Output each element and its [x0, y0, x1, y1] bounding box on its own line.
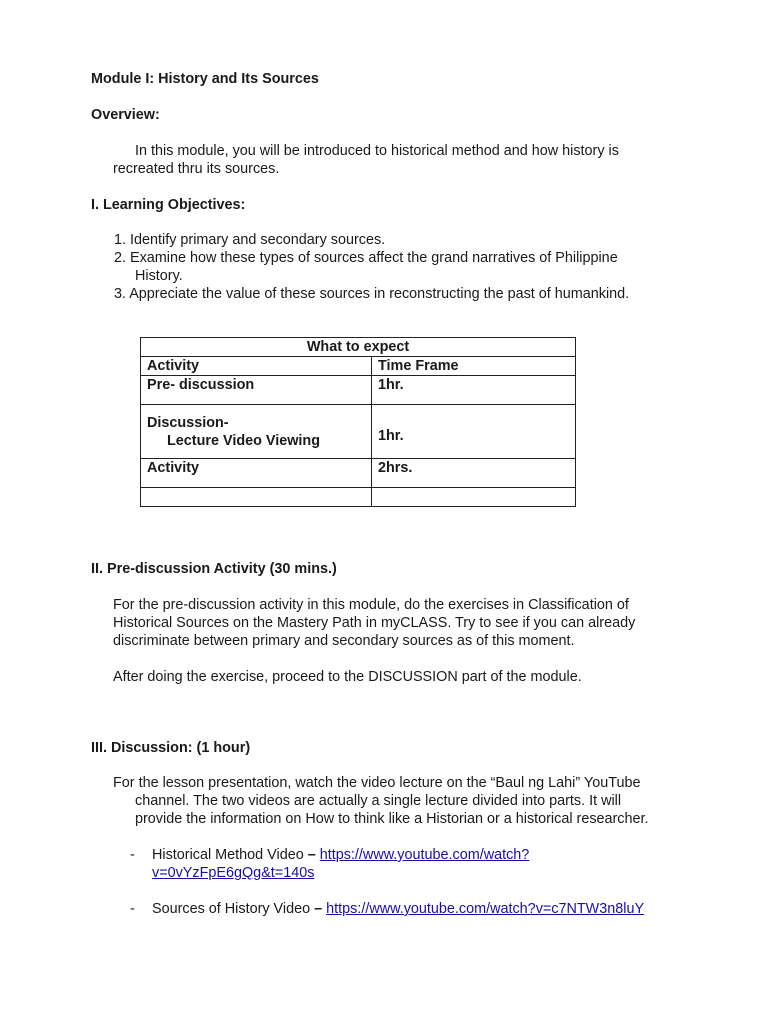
table-row	[141, 459, 576, 488]
discussion-text-line2: channel. The two videos are actually a single lecture divided into parts. It will	[135, 793, 622, 809]
video2-link[interactable]: https://www.youtube.com/watch?v=c7NTW3n8luY	[326, 901, 645, 917]
video1-label: Historical Method Video	[152, 847, 304, 863]
table-row	[141, 405, 576, 459]
overview-heading: Overview:	[91, 107, 160, 123]
prediscussion-heading: II. Pre-discussion Activity (30 mins.)	[91, 561, 337, 577]
video1-link-line2[interactable]: v=0vYzFpE6gQg&t=140s	[152, 865, 315, 881]
overview-text-line2: recreated thru its sources.	[113, 161, 280, 177]
discussion-text-line1: For the lesson presentation, watch the video lecture on the “Baul ng Lahi” YouTube	[113, 775, 641, 791]
video2-item	[152, 900, 644, 918]
table-header-row	[141, 357, 576, 376]
what-to-expect-table	[140, 337, 576, 507]
table-cell-empty	[372, 488, 576, 507]
video1-link-line1[interactable]: https://www.youtube.com/watch?	[319, 847, 530, 863]
video1-item	[152, 846, 529, 864]
prediscussion-text-2: After doing the exercise, proceed to the DISCUSSION part of the module.	[113, 669, 582, 685]
objective-item-2-line1: 2. Examine how these types of sources affect the grand narratives of Philippine	[114, 250, 618, 266]
overview-text-line1: In this module, you will be introduced to historical method and how history is	[135, 143, 619, 159]
video2-bullet: -	[130, 901, 135, 917]
prediscussion-text-line2: Historical Sources on the Mastery Path in myCLASS. Try to see if you can already	[113, 615, 636, 631]
table-title-row	[141, 338, 576, 357]
module-title: Module I: History and Its Sources	[91, 71, 319, 87]
table-cell-time: 1hr.	[372, 376, 576, 405]
video2-dash: –	[314, 901, 323, 917]
table-row-empty	[141, 488, 576, 507]
table-cell-activity-line2: Lecture Video Viewing	[167, 432, 321, 449]
table-cell-activity-line1: Discussion-	[147, 414, 229, 431]
table-row	[141, 376, 576, 405]
table-header-time: Time Frame	[372, 357, 576, 376]
table-header-activity: Activity	[141, 357, 372, 376]
video1-dash: –	[307, 847, 316, 863]
objective-item-3: 3. Appreciate the value of these sources in reconstructing the past of humankind.	[114, 286, 630, 302]
video2-label: Sources of History Video	[152, 901, 311, 917]
table-cell-time: 2hrs.	[372, 459, 576, 488]
table-cell-empty	[141, 488, 372, 507]
objective-item-2-line2: History.	[135, 268, 183, 284]
table-cell-activity: Pre- discussion	[141, 376, 372, 405]
prediscussion-text-line3: discriminate between primary and secondary sources as of this moment.	[113, 633, 575, 649]
objective-item-1: 1. Identify primary and secondary sources.	[114, 232, 386, 248]
prediscussion-text-line1: For the pre-discussion activity in this module, do the exercises in Classification of	[113, 597, 629, 613]
table-cell-activity	[141, 405, 372, 459]
table-cell-time: 1hr.	[372, 405, 576, 459]
video1-bullet: -	[130, 847, 135, 863]
table-cell-activity: Activity	[141, 459, 372, 488]
table-title: What to expect	[141, 338, 576, 357]
objectives-heading: I. Learning Objectives:	[91, 197, 246, 213]
discussion-text-line3: provide the information on How to think like a Historian or a historical researcher.	[135, 811, 649, 827]
discussion-heading: III. Discussion: (1 hour)	[91, 740, 251, 756]
